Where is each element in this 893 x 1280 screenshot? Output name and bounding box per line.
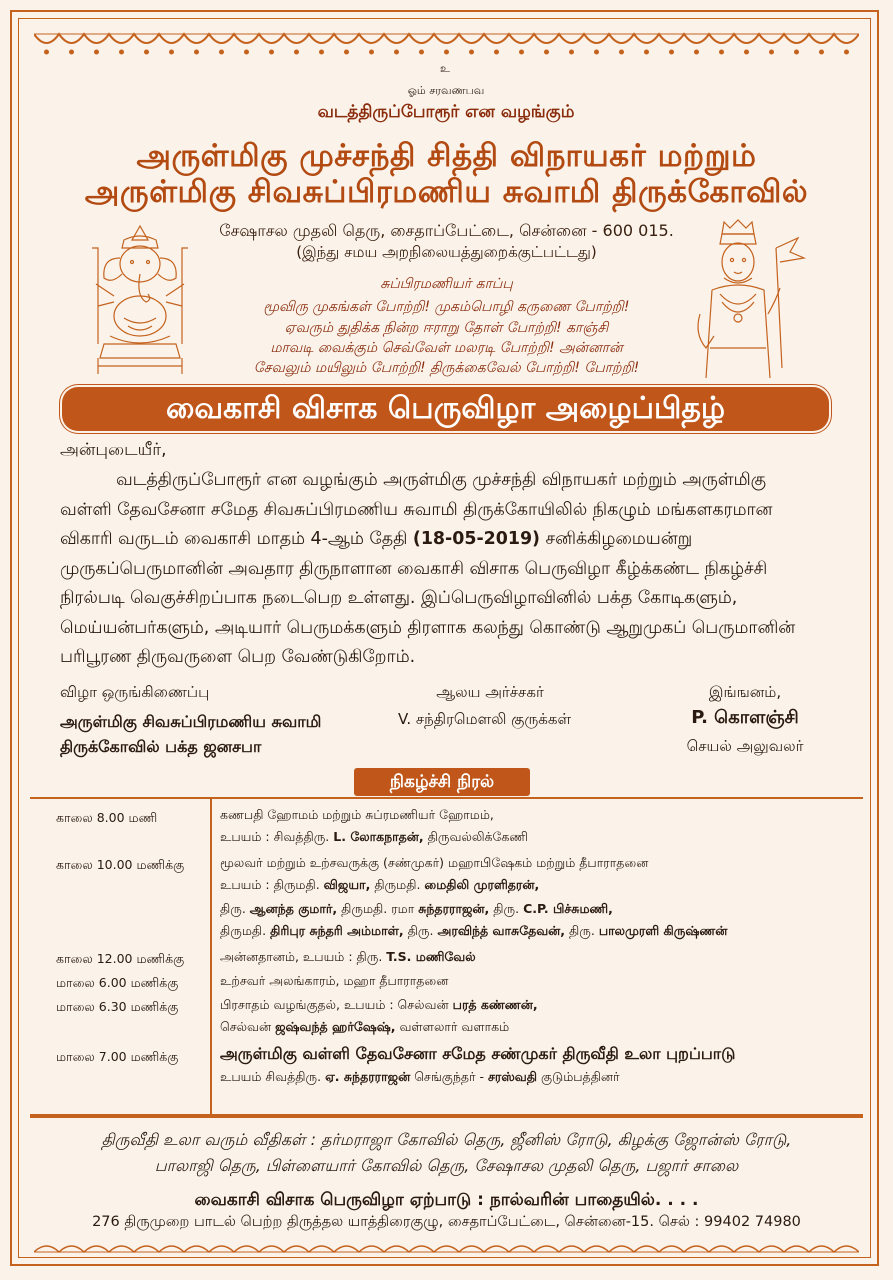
priest-label: ஆலய அர்ச்சகர் bbox=[436, 683, 544, 701]
temple-known-as: வடத்திருப்போரூர் என வழங்கும் bbox=[317, 102, 575, 122]
programme-time-5: மாலை 6.30 மணிக்கு bbox=[56, 999, 179, 1014]
programme-time-6: மாலை 7.00 மணிக்கு bbox=[56, 1049, 179, 1064]
organiser-label: விழா ஒருங்கிணைப்பு bbox=[60, 683, 210, 701]
ganesha-illustration bbox=[84, 218, 196, 378]
programme-desc-1b: உபயம் : சிவத்திரு. L. லோகநாதன், திருவல்லிக்கேணி bbox=[220, 829, 529, 844]
procession-streets-line1: திருவீதி உலா வரும் வீதிகள் : தர்மராஜா கோவில் தெரு, ஜீனிஸ் ரோடு, கிழக்கு ஜோன்ஸ் ரோடு, bbox=[101, 1130, 792, 1149]
pillaiyar-suzhi: உ bbox=[440, 62, 450, 75]
officer-title: செயல் அலுவலர் bbox=[686, 737, 804, 755]
temple-title-line1: அருள்மிகு முச்சந்தி சித்தி விநாயகர் மற்றும் bbox=[136, 138, 757, 174]
body-line-1: வடத்திருப்போரூர் என வழங்கும் அருள்மிகு முச்சந்தி விநாயகர் மற்றும் அருள்மிகு bbox=[116, 470, 766, 490]
programme-desc-3: அன்னதானம், உபயம் : திரு. T.S. மணிவேல் bbox=[220, 949, 476, 964]
temple-title-line2: அருள்மிகு சிவசுப்பிரமணிய சுவாமி திருக்கோவில் bbox=[84, 174, 809, 210]
festival-date: (18-05-2019) bbox=[412, 529, 541, 549]
priest-name: V. சந்திரமௌலி குருக்கள் bbox=[398, 710, 572, 728]
salutation: அன்புடையீர், bbox=[60, 440, 167, 460]
organiser-name-line1: அருள்மிகு சிவசுப்பிரமணிய சுவாமி bbox=[60, 712, 322, 731]
programme-desc-2c: திரு. ஆனந்த குமார், திருமதி. ரமா சுந்தரராஜன், திரு. C.P. பிச்சுமணி, bbox=[220, 901, 613, 916]
temple-address: சேஷாசல முதலி தெரு, சைதாப்பேட்டை, சென்னை - 600 015. bbox=[219, 221, 674, 240]
programme-desc-5a: பிரசாதம் வழங்குதல், உபயம் : செல்வன் பரத் கண்ணன், bbox=[220, 997, 538, 1012]
programme-desc-2b: உபயம் : திருமதி. விஜயா, திருமதி. மைதிலி முரளிதரன், bbox=[220, 877, 540, 892]
invitation-body bbox=[60, 466, 836, 673]
programme-heading: நிகழ்ச்சி நிரல் bbox=[354, 768, 530, 796]
programme-time-4: மாலை 6.00 மணிக்கு bbox=[56, 975, 179, 990]
programme-time-2: காலை 10.00 மணிக்கு bbox=[56, 857, 185, 872]
programme-desc-2a: மூலவர் மற்றும் உற்சவருக்கு (சண்முகர்) மஹாபிஷேகம் மற்றும் தீபாராதனை bbox=[220, 855, 649, 870]
body-line-5: நிரல்படி வெகுச்சிறப்பாக நடைபெற உள்ளது. இப்பெருவிழாவினில் பக்த கோடிகளும், bbox=[60, 588, 738, 608]
programme-desc-6a: அருள்மிகு வள்ளி தேவசேனா சமேத சண்முகர் திருவீதி உலா புறப்பாடு bbox=[220, 1044, 736, 1063]
kaappu-line-2: ஏவரும் துதிக்க நின்ற ஈராறு தோள் போற்றி! காஞ்சி bbox=[284, 320, 609, 336]
organiser-name-line2: திருக்கோவில் பக்த ஜனசபா bbox=[60, 737, 262, 756]
body-line-2: வள்ளி தேவசேனா சமேத சிவசுப்பிரமணிய சுவாமி திருக்கோயிலில் நிகழும் மங்களகரமான bbox=[60, 499, 773, 520]
top-garland-ornament bbox=[34, 30, 859, 60]
kaappu-line-3: மாவடி வைக்கும் செவ்வேள் மலரடி போற்றி! அன்னான் bbox=[270, 340, 623, 356]
department-note: (இந்து சமய அறநிலையத்துறைக்குட்பட்டது) bbox=[296, 243, 597, 261]
programme-column-divider bbox=[210, 799, 212, 1116]
body-line-7: பரிபூரண திருவருளை பெற வேண்டுகிறோம். bbox=[60, 647, 416, 667]
kaappu-line-1: மூவிரு முகங்கள் போற்றி! முகம்பொழி கருணை போற்றி! bbox=[263, 299, 630, 315]
murugan-illustration bbox=[680, 218, 810, 378]
programme-desc-4: உற்சவர் அலங்காரம், மஹா தீபாராதனை bbox=[220, 973, 449, 988]
officer-name: P. கொளஞ்சி bbox=[691, 707, 799, 728]
programme-desc-1a: கணபதி ஹோமம் மற்றும் சுப்ரமணியர் ஹோமம், bbox=[220, 807, 494, 822]
programme-desc-5b: செல்வன் ஜஷ்வந்த் ஹர்ஷேஷ், வள்ளலார் வளாகம் bbox=[220, 1019, 510, 1034]
invitation-banner: வைகாசி விசாக பெருவிழா அழைப்பிதழ் bbox=[62, 387, 829, 431]
programme-desc-2d: திருமதி. திரிபுர சுந்தரி அம்மாள், திரு. அரவிந்த் வாசுதேவன், திரு. பாலமுரளி கிருஷ்ணன் bbox=[220, 923, 728, 938]
body-line-3: விகாரி வருடம் வைகாசி மாதம் 4-ஆம் தேதி (18-05-2019) சனிக்கிழமையன்று bbox=[60, 529, 693, 549]
body-line-6: மெய்யன்பர்களும், அடியார் பெருமக்களும் திரளாக கலந்து கொண்டு ஆறுமுகப் பெருமானின் bbox=[60, 617, 796, 638]
kaappu-line-4: சேவலும் மயிலும் போற்றி! திருக்கைவேல் போற்றி! போற்றி! bbox=[253, 360, 640, 376]
programme-time-1: காலை 8.00 மணி bbox=[56, 810, 158, 825]
programme-desc-6b: உபயம் சிவத்திரு. ஏ. சுந்தரராஜன் செங்குந்தர் - சரஸ்வதி குடும்பத்தினர் bbox=[220, 1069, 620, 1084]
contact-info: 276 திருமுறை பாடல் பெற்ற திருத்தல யாத்திரைகுழு, சைதாப்பேட்டை, சென்னை-15. செல் : 99402 74980 bbox=[92, 1214, 801, 1230]
body-line-4: முருகப்பெருமானின் அவதார திருநாளான வைகாசி விசாக பெருவிழா கீழ்க்கண்ட நிகழ்ச்சி bbox=[60, 558, 768, 579]
regards-label: இங்ஙனம், bbox=[708, 683, 782, 701]
om-text: ஓம் சரவணபவ bbox=[407, 84, 485, 97]
programme-table bbox=[30, 797, 863, 1118]
kaappu-title: சுப்பிரமணியர் காப்பு bbox=[380, 276, 513, 292]
programme-time-3: காலை 12.00 மணிக்கு bbox=[56, 951, 185, 966]
procession-streets-line2: பாலாஜி தெரு, பிள்ளையார் கோவில் தெரு, சேஷாசல முதலி தெரு, பஜார் சாலை bbox=[154, 1156, 739, 1175]
arranged-by: வைகாசி விசாக பெருவிழா ஏற்பாடு : நால்வரின் பாதையில். . . . bbox=[194, 1190, 699, 1210]
